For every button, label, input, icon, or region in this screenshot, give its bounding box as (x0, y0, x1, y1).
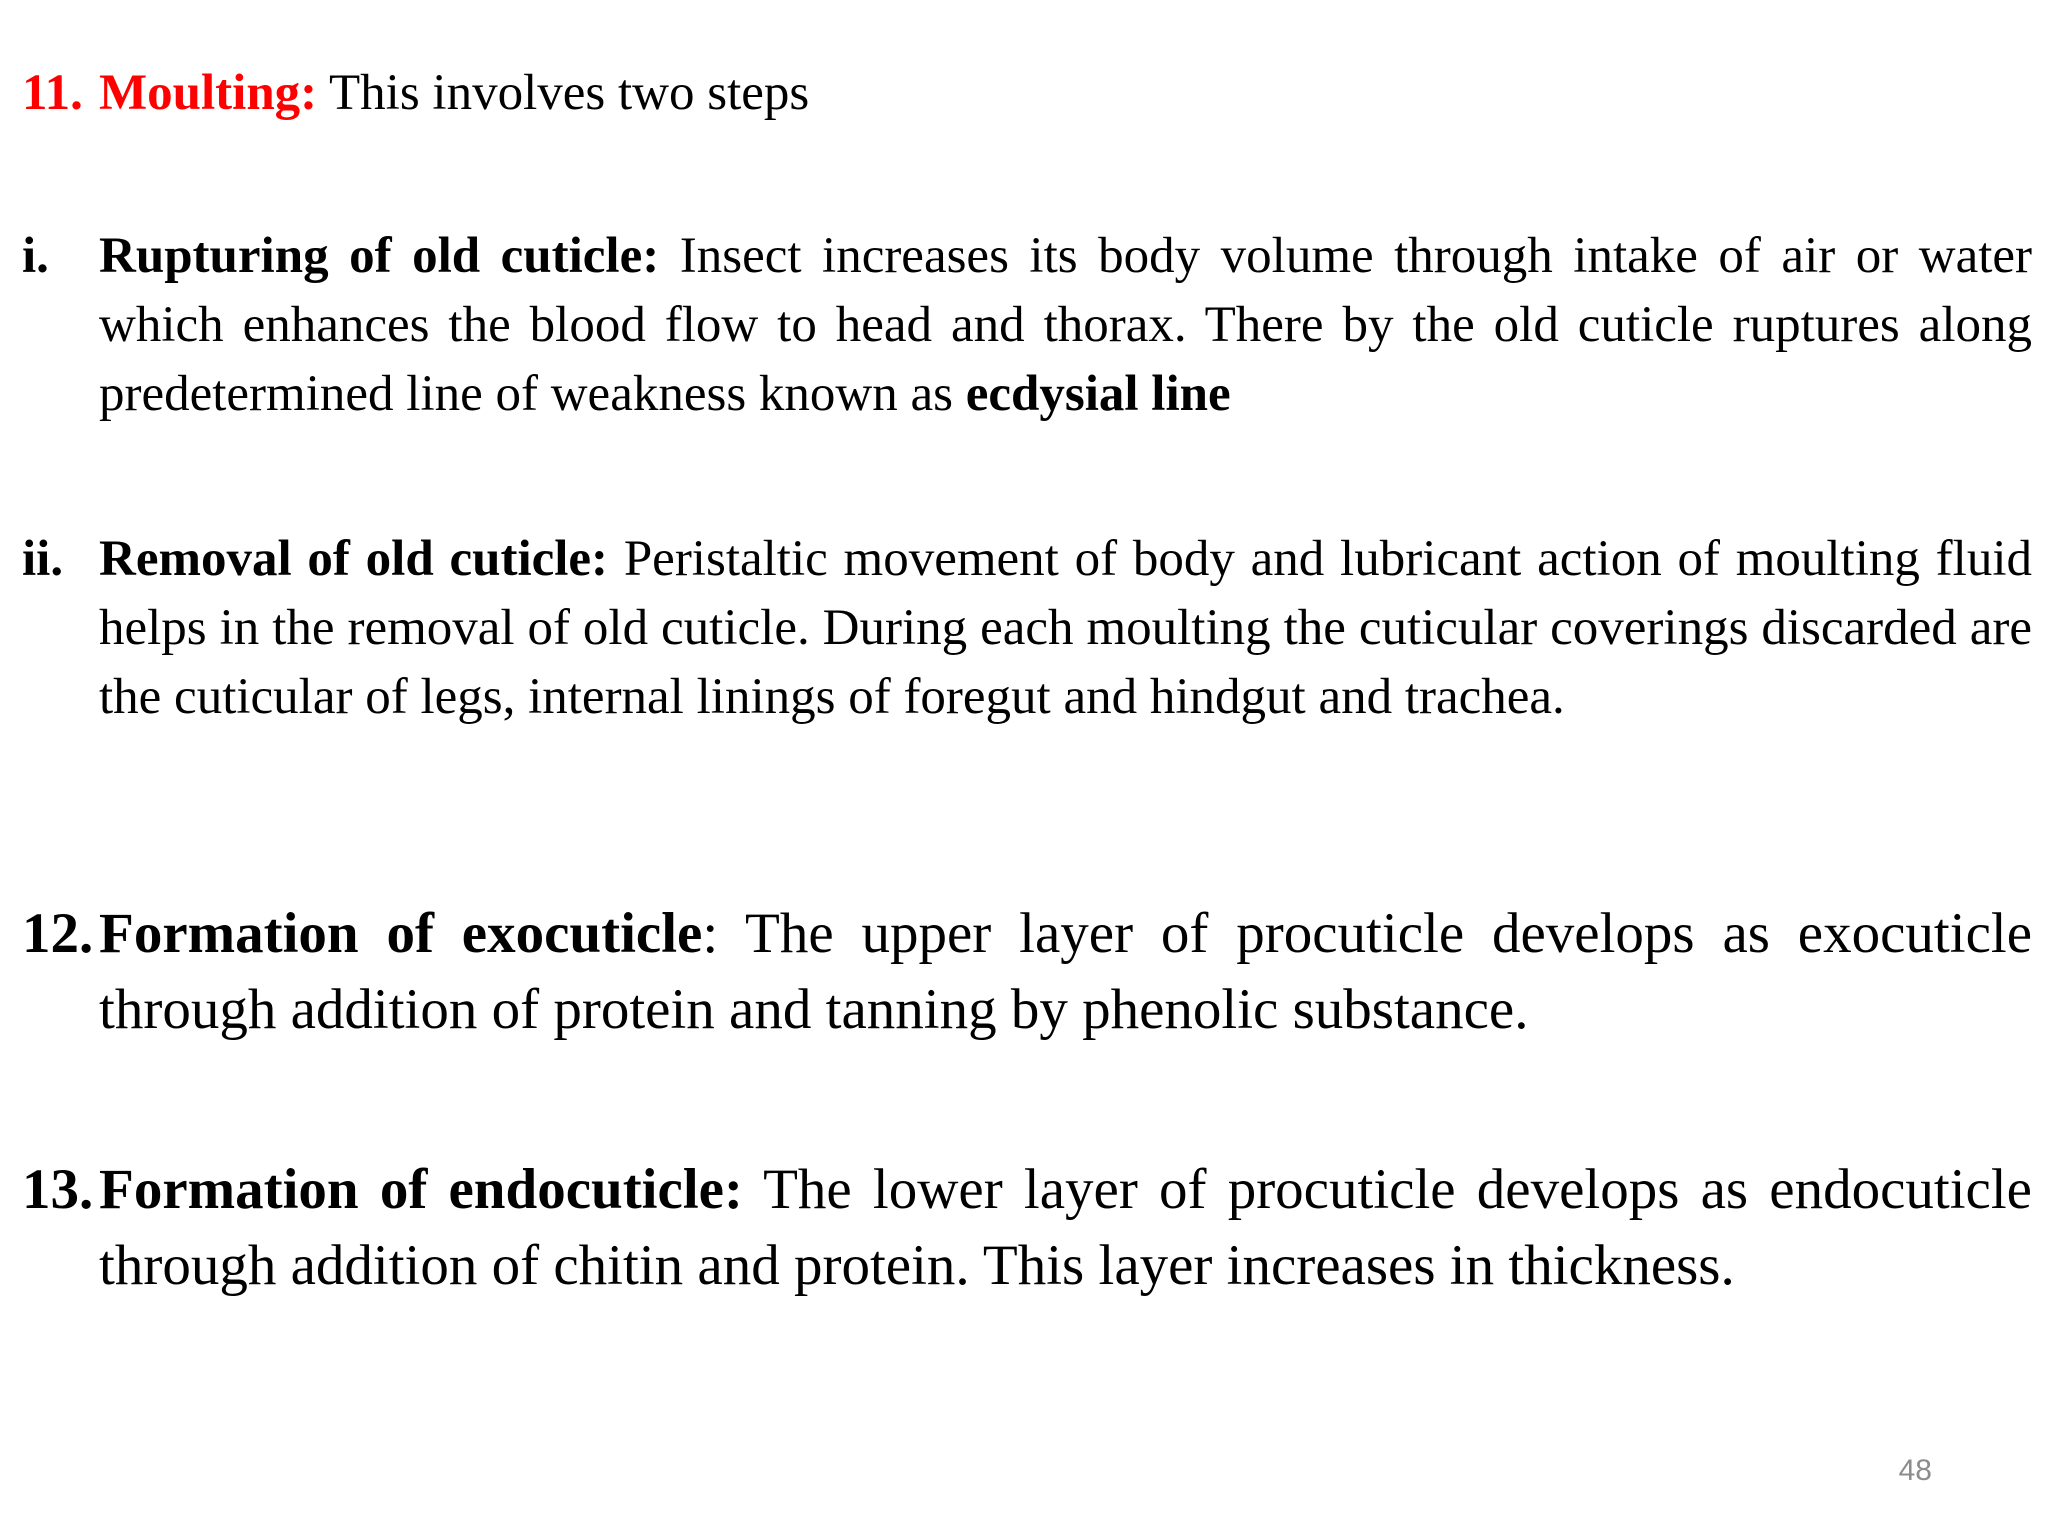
sub-item-i-rupturing (22, 222, 2032, 429)
item-11-heading: Moulting: (99, 65, 318, 121)
sub-item-ii-heading: Removal of old cuticle: (99, 531, 609, 587)
sub-item-i-emphasis: ecdysial line (965, 366, 1231, 422)
sub-item-ii-text: Peristaltic movement of body and lubricant action of moulting fluid helps in the removal of old cuticle. During each moulting the cuticular coverings discarded are the cuticular of legs, internal linings of foregut and hindgut and trachea. (99, 531, 2032, 725)
sub-item-i-heading: Rupturing of old cuticle: (99, 228, 660, 284)
item-12-exocuticle (22, 896, 2032, 1048)
sub-item-ii-removal (22, 525, 2032, 732)
item-12-text: : The upper layer of procuticle develops as exocuticle through addition of protein and tanning by phenolic substance. (99, 902, 2033, 1041)
item-13-heading: Formation of endocuticle: (99, 1158, 743, 1221)
item-11-moulting (22, 58, 2032, 128)
item-12-number: 12. (22, 902, 94, 965)
item-13-endocuticle (22, 1152, 2032, 1304)
item-12-heading: Formation of exocuticle (99, 902, 703, 965)
page-number: 48 (1898, 1454, 1932, 1487)
sub-item-i-paragraph (99, 222, 2032, 429)
item-13-paragraph (99, 1152, 2032, 1304)
item-11-text: This involves two steps (317, 65, 810, 121)
item-11-number: 11. (22, 65, 83, 121)
sub-item-ii-marker: ii. (22, 531, 64, 587)
item-13-number: 13. (22, 1158, 94, 1221)
item-12-paragraph (99, 896, 2032, 1048)
sub-item-i-marker: i. (22, 228, 49, 284)
item-11-paragraph (99, 58, 2032, 128)
sub-item-ii-paragraph (99, 525, 2032, 732)
item-13-text: The lower layer of procuticle develops as endocuticle through addition of chitin and protein. This layer increases in thickness. (99, 1158, 2032, 1297)
sub-item-i-text: Insect increases its body volume through intake of air or water which enhances the blood flow to head and thorax. There by the old cuticle ruptures along predetermined line of weakness known as (99, 228, 2032, 422)
